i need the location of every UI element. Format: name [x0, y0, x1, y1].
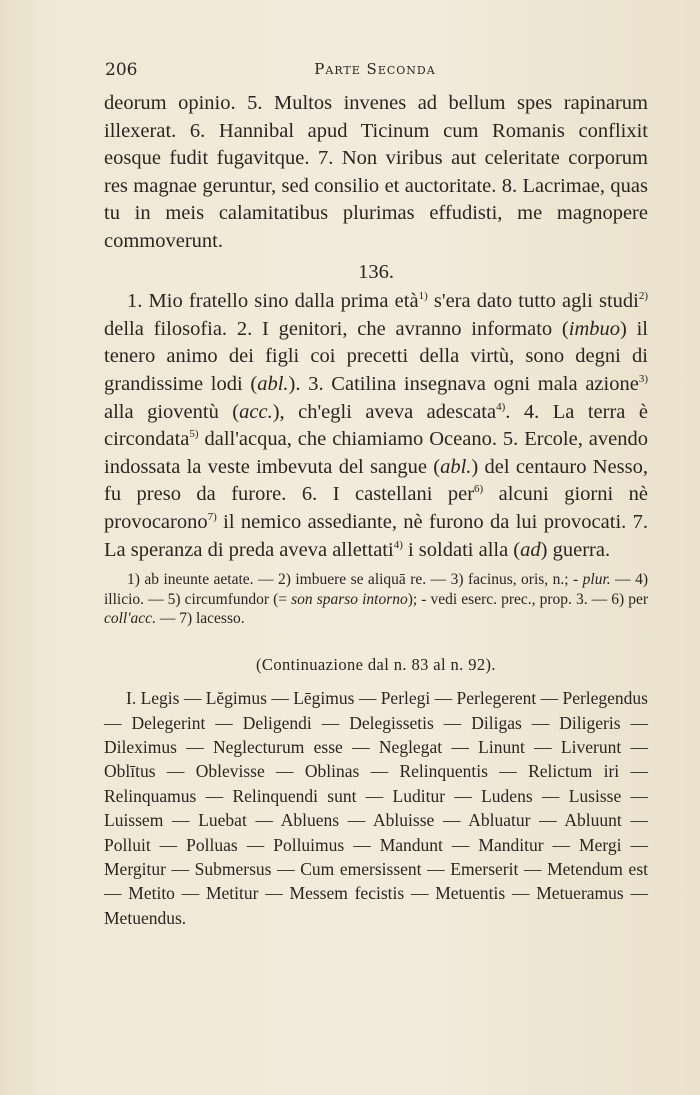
italic-term: abl. — [257, 372, 289, 395]
footnote-text: — 7) lacesso. — [155, 610, 245, 628]
footnote-italic: coll'acc. — [104, 610, 156, 628]
paragraph-continued: deorum opinio. 5. Multos invenes ad bellum spes rapinarum illexerat. 6. Hannibal apud Ticinum cum Romanis conflixit eosque fudit fugavitque. 7. Non viribus aut celeritate corporum res magnae geruntur, sed consilio et auctoritate. 8. Lacrimae, quas tu in meis calamitatibus plurimas effudisti, me magnopere commoverunt. — [104, 92, 648, 252]
italic-term: abl. — [440, 455, 472, 478]
sentence-text: 1. Mio fratello sino dalla prima età — [127, 290, 419, 313]
page-body — [104, 90, 648, 930]
sentence-text: della filosofia. 2. I genitori, che avranno informato ( — [104, 317, 569, 340]
continuation-title: (Continuazione dal n. 83 al n. 92). — [256, 654, 496, 674]
footnote-ref: 4) — [496, 400, 506, 413]
sentence-text: alla gioventù ( — [104, 400, 240, 423]
sentence-text: alcuni giorni nè provocarono — [104, 483, 648, 533]
footnote-text: ); - vedi eserc. prec., prop. 3. — 6) per — [407, 590, 648, 608]
footnote-ref: 3) — [638, 373, 648, 386]
sentence-text: il nemico assediante, nè furono da lui provocati. 7. La speranza di preda aveva allettati — [104, 510, 648, 561]
sentence-text: dall'acqua, che chiamiamo Oceano. 5. Ercole, avendo indossata la veste imbevuta del sangue ( — [104, 428, 648, 478]
footnote-ref: 6) — [474, 483, 484, 496]
italic-term: ad — [520, 538, 541, 561]
footnote-text: 1) ab ineunte aetate. — 2) imbuere se aliquā re. — 3) facinus, oris, n.; - — [127, 571, 583, 589]
answer-list: I. Legis — Lĕgimus — Lēgimus — Perlegi — Perlegerent — Perlegendus — Delegerint — Deligendi — Delegissetis — Diligas — Diligeris — Dileximus — Neglecturum esse — Neglegat — Linunt — Liverunt — Oblītus — Oblevisse — Oblinas — Relinquentis — Relictum iri — Relinquamus — Relinquendi sunt — Luditur — Ludens — Lusisse — Luissem — Luebat — Abluens — Abluisse — Abluatur — Abluunt — Polluit — Polluas — Polluimus — Mandunt — Manditur — Mergi — Mergitur — Submersus — Cum emersissent — Emerserit — Metendum est — Metito — Metitur — Messem fecistis — Metuentis — Metueramus — Metuendus. — [104, 688, 648, 928]
footnote-ref: 4) — [393, 538, 403, 551]
italic-term: imbuo — [568, 317, 620, 340]
footnote-italic: plur. — [582, 571, 611, 589]
footnote-ref: 1) — [418, 290, 428, 303]
exercise-136-paragraph — [104, 288, 648, 564]
page-header — [105, 60, 645, 86]
footnotes — [104, 570, 648, 629]
sentence-text: ) del centauro Nesso, fu preso da furore. 6. I castellani per — [104, 455, 648, 506]
sentence-text: s'era dato tutto agli studi — [427, 290, 639, 313]
running-head: Parte Seconda — [314, 60, 436, 78]
footnote-ref: 2) — [638, 290, 649, 303]
footnote-text: — 4) illicio. — 5) circumfundor (= — [104, 571, 648, 608]
page-number: 206 — [105, 60, 138, 80]
section-number: 136. — [358, 260, 394, 283]
footnote-ref: 5) — [189, 428, 199, 441]
footnote-italic: son sparso intorno — [291, 590, 408, 608]
italic-term: acc. — [239, 400, 273, 423]
sentence-text: i soldati alla ( — [402, 538, 521, 561]
sentence-text: ) il tenero animo dei figli coi precetti della virtù, sono degni di grandissime lodi ( — [104, 317, 648, 395]
sentence-text: ) guerra. — [540, 538, 611, 561]
sentence-text: ), ch'egli aveva adescata — [272, 400, 497, 423]
sentence-text: . 4. La terra è circondata — [104, 400, 648, 451]
sentence-text: ). 3. Catilina insegnava ogni mala azione — [288, 372, 639, 395]
footnote-ref: 7) — [207, 511, 217, 524]
